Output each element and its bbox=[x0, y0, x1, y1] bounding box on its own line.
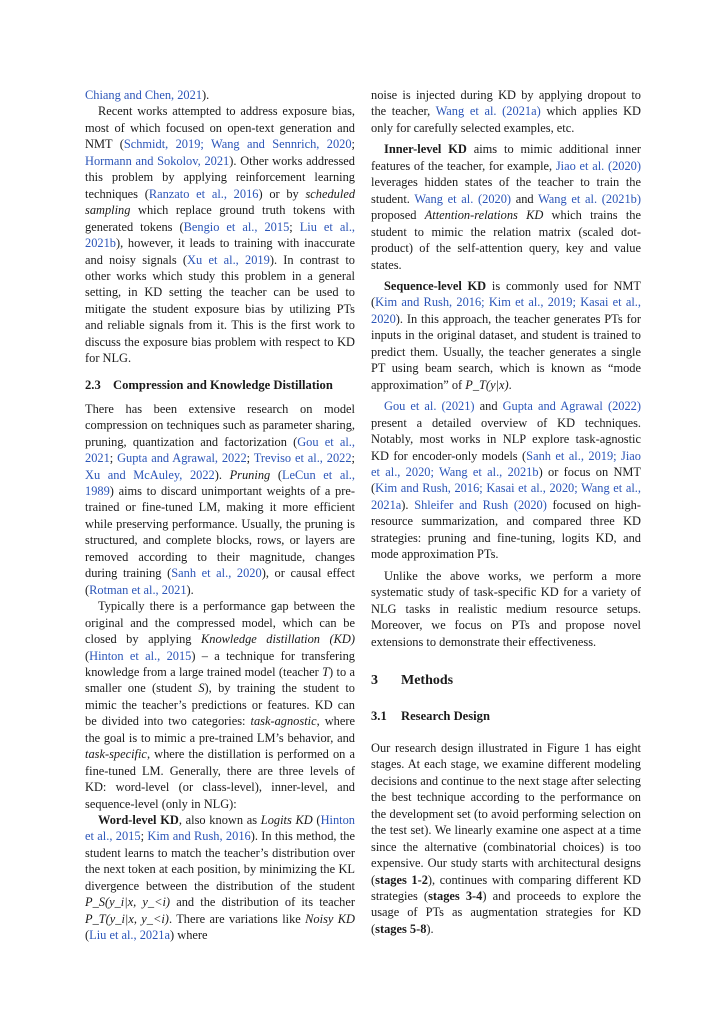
citation[interactable]: Liu et al., 2021a bbox=[89, 928, 171, 943]
left-column bbox=[85, 87, 355, 944]
citation[interactable]: Shleifer and Rush (2020) bbox=[414, 497, 547, 512]
citation[interactable]: Chiang and Chen, 2021 bbox=[85, 88, 203, 102]
right-paragraph-research-design: Our research design illustrated in Figure 1 has eight stages. At each stage, we examine different modeling decisions and continue to the next stage after selecting the best technique according to the performance on the development set (to avoid performing selection on the test set). We linearly examine one aspect at a time since the alternative (combinatorial choices) is too expensive. Our study starts with architectural designs (stages 1-2), continues with comparing different KD strategies (stages 3-4) and proceeds to explore the usage of PTs as augmentation strategies for KD (stages 5-8). bbox=[371, 740, 642, 936]
section-heading-2-3: 2.3 Compression and Knowledge Distillation bbox=[85, 377, 333, 392]
citation[interactable]: Gou et al. (2021) bbox=[384, 399, 475, 414]
right-paragraph-0: noise is injected during KD by applying dropout to the teacher, Wang et al. (2021a) which applies KD only for carefully selected examples, etc. bbox=[371, 88, 641, 135]
citation[interactable]: Rotman et al., 2021 bbox=[89, 582, 187, 597]
citation[interactable]: Ranzato et al., 2016 bbox=[148, 186, 259, 201]
citation[interactable]: Sanh et al., 2019; Jiao et al., 2020; Wang et al., 2021b bbox=[371, 448, 641, 479]
citation[interactable]: Bengio et al., 2015 bbox=[183, 219, 290, 234]
right-paragraph-overview: Gou et al. (2021) and Gupta and Agrawal (2022) present a detailed overview of KD techniques. Notably, most works in NLP explore task-agnostic KD for encoder-only models (Sanh et al., 2019; Jiao et al., 2020; Wang et al., 2021b) or focus on NMT (Kim and Rush, 2016; Kasai et al., 2020; Wang et al., 2021a). Shleifer and Rush (2020) focused on high-resource summarization, and compared three KD strategies: pruning and fine-tuning, logits KD, and mode approximation PTs. bbox=[371, 399, 642, 562]
citation[interactable]: Wang et al. (2020) bbox=[414, 191, 512, 206]
left-paragraph-exposure-bias: Recent works attempted to address exposure bias, most of which focused on open-text generation and NMT (Schmidt, 2019; Wang and Sennrich, 2020; Hormann and Sokolov, 2021). Other works addressed this problem by applying reinforcement learning techniques (Ranzato et al., 2016) or by scheduled sampling which replace ground truth tokens with generated tokens (Bengio et al., 2015; Liu et al., 2021b), however, it leads to training with inaccurate and noisy signals (Xu et al., 2019). In contrast to other works which study this problem in a general setting, in KD setting the teacher can be used to mitigate the student exposure bias by utilizing PTs and reliable signals from it. This is the first work to discuss the exposure bias problem with respect to KD for NLG. bbox=[85, 104, 356, 366]
citation[interactable]: Gupta and Agrawal, 2022 bbox=[117, 451, 247, 466]
left-paragraph-0: Chiang and Chen, 2021). bbox=[85, 88, 210, 102]
citation[interactable]: Kim and Rush, 2016; Kasai et al., 2020; Wang et al., 2021a bbox=[371, 481, 641, 512]
citation[interactable]: Hinton et al., 2015 bbox=[89, 648, 192, 663]
citation[interactable]: Treviso et al., 2022 bbox=[253, 451, 352, 466]
citation[interactable]: Liu et al., 2021b bbox=[85, 219, 356, 251]
section-heading-3: 3 Methods bbox=[371, 672, 454, 688]
citation[interactable]: Hormann and Sokolov, 2021 bbox=[85, 153, 230, 168]
citation[interactable]: Hinton et al., 2015 bbox=[85, 813, 355, 844]
citation[interactable]: Wang et al. (2021a) bbox=[435, 104, 541, 119]
citation[interactable]: Sanh et al., 2020 bbox=[171, 566, 262, 581]
citation[interactable]: Xu et al., 2019 bbox=[187, 252, 270, 267]
citation[interactable]: Kim and Rush, 2016 bbox=[147, 829, 251, 844]
citation[interactable]: LeCun et al., 1989 bbox=[85, 467, 355, 498]
formula-mode-approximation: P_T(y|x) bbox=[465, 377, 509, 392]
citation[interactable]: Wang et al. (2021b) bbox=[538, 191, 641, 206]
right-paragraph-our-work: Unlike the above works, we perform a more systematic study of task-specific KD for a variety of NLG tasks in realistic medium resource setups. Moreover, we focus on PTs and propose novel extensions to demonstrate their effectiveness. bbox=[371, 568, 641, 649]
left-paragraph-word-level-kd: Word-level KD, also known as Logits KD (Hinton et al., 2015; Kim and Rush, 2016). In this method, the student learns to match the teacher’s distribution over the next token at each position, by minimizing the KL divergence between the distribution of the student P_S(y_i|x, y_<i) and the distribution of its teacher P_T(y_i|x, y_<i). There are variations like Noisy KD (Liu et al., 2021a) where bbox=[85, 813, 356, 943]
citation[interactable]: Kim and Rush, 2016; Kim et al., 2019; Kasai et al., 2020 bbox=[371, 295, 641, 326]
right-paragraph-inner-level-kd: Inner-level KD aims to mimic additional inner features of the teacher, for example, Jiao et al. (2020) leverages hidden states of the teacher to train the student. Wang et al. (2020) and Wang et al. (2021b) proposed Attention-relations KD which trains the student to mimic the relation matrix (scaled dot-product) of the self-attention query, key and value states. bbox=[371, 142, 641, 272]
citation[interactable]: Xu and McAuley, 2022 bbox=[85, 467, 215, 482]
formula-teacher-distribution: P_T(y_i|x, y_<i) bbox=[85, 911, 169, 926]
left-paragraph-kd-intro: Typically there is a performance gap between the original and the compressed model, which can be closed by applying Knowledge distillation (KD) (Hinton et al., 2015) – a technique for transfering knowledge from a large trained model (teacher T) to a smaller one (student S), by training the student to mimic the teacher’s predictions or features. KD can be divided into two categories: task-agnostic, where the goal is to mimic a pre-trained LM’s behavior, and task-specific, where the distillation is performed on a fine-tuned LM. Generally, there are three levels of KD: word-level (or class-level), inner-level, and sequence-level (only in NLG): bbox=[85, 599, 356, 811]
right-column bbox=[371, 87, 641, 937]
formula-student-distribution: P_S(y_i|x, y_<i) bbox=[85, 895, 171, 910]
citation[interactable]: Schmidt, 2019; Wang and Sennrich, 2020 bbox=[123, 137, 352, 152]
citation[interactable]: Gou et al., 2021 bbox=[85, 434, 355, 466]
citation[interactable]: Gupta and Agrawal (2022) bbox=[502, 399, 641, 414]
section-heading-3-1: 3.1 Research Design bbox=[371, 708, 490, 723]
right-paragraph-sequence-level-kd: Sequence-level KD is commonly used for NMT (Kim and Rush, 2016; Kim et al., 2019; Kasai et al., 2020). In this approach, the teacher generates PTs for inputs in the original dataset, and student is trained to predict them. Usually, the teacher generates a single PT using beam search, which is known as “mode approximation” of P_T(y|x). bbox=[371, 278, 641, 392]
left-paragraph-compression: There has been extensive research on model compression on techniques such as parameter sharing, pruning, quantization and factorization (Gou et al., 2021; Gupta and Agrawal, 2022; Treviso et al., 2022; Xu and McAuley, 2022). Pruning (LeCun et al., 1989) aims to discard unimportant weights of a pre-trained or fine-tuned LM, making it more efficient while preserving performance. Usually, the pruning is structured, and complete blocks, rows, or layers are removed according to their magnitude, changes during training (Sanh et al., 2020), or causal effect (Rotman et al., 2021). bbox=[85, 401, 355, 597]
citation[interactable]: Jiao et al. (2020) bbox=[555, 158, 641, 173]
